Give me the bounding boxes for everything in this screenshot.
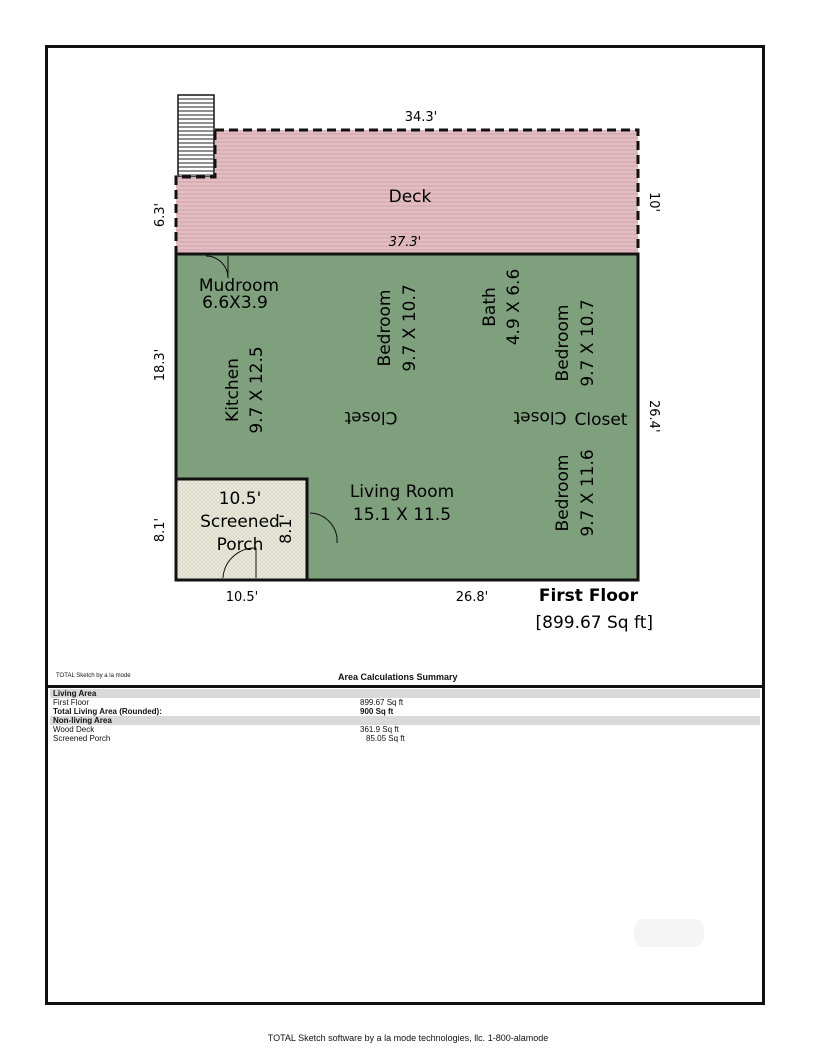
floor-title: First Floor xyxy=(538,586,638,606)
bedroom1-size: 9.7 X 10.7 xyxy=(400,284,420,372)
closet-label-3: Closet xyxy=(574,410,628,430)
nonliving-area-header: Non-living Area xyxy=(50,716,760,725)
watermark xyxy=(634,919,704,947)
porch-name-1: Screened xyxy=(200,512,280,532)
bedroom3-size: 9.7 X 11.6 xyxy=(578,449,598,537)
dim-left-lower: 8.1' xyxy=(153,517,168,543)
deck-stairs xyxy=(178,95,214,177)
floor-plan xyxy=(48,48,762,668)
bedroom2-size: 9.7 X 10.7 xyxy=(578,299,598,387)
dim-deck-top: 34.3' xyxy=(404,110,438,125)
wood-deck-row: Wood Deck 361.9 Sq ft xyxy=(53,725,399,734)
bedroom2-name: Bedroom xyxy=(553,304,573,382)
living-area-header: Living Area xyxy=(50,689,760,698)
kitchen-size: 9.7 X 12.5 xyxy=(247,346,267,434)
dim-right: 26.4' xyxy=(646,400,661,433)
sketch-page xyxy=(45,45,765,1005)
dim-left-upper: 18.3' xyxy=(153,348,168,382)
first-floor-row: First Floor 899.67 Sq ft xyxy=(53,698,404,707)
dim-bottom-right: 26.8' xyxy=(455,590,489,605)
deck-label: Deck xyxy=(388,187,432,207)
living-room-size: 15.1 X 11.5 xyxy=(352,505,452,525)
sketch-brand: TOTAL Sketch by a la mode xyxy=(56,673,131,679)
porch-dim-top: 10.5' xyxy=(218,489,262,509)
bath-name: Bath xyxy=(480,287,500,327)
dim-deck-right: 10' xyxy=(646,192,661,213)
closet-label-1: Closet xyxy=(344,407,398,427)
porch-dim-side: 8.1' xyxy=(276,514,295,544)
bedroom3-name: Bedroom xyxy=(553,454,573,532)
porch-name-2: Porch xyxy=(216,535,264,555)
mudroom-name: Mudroom xyxy=(198,276,280,296)
summary-title: Area Calculations Summary xyxy=(338,672,458,682)
living-room-name: Living Room xyxy=(349,482,455,502)
dim-deck-bottom: 37.3' xyxy=(388,235,422,250)
area-summary-table xyxy=(50,689,760,743)
total-living-row: Total Living Area (Rounded): 900 Sq ft xyxy=(53,707,394,716)
closet-label-2: Closet xyxy=(513,407,567,427)
dim-bottom-left: 10.5' xyxy=(225,590,259,605)
dim-deck-left: 6.3' xyxy=(153,202,168,228)
summary-divider xyxy=(48,685,762,688)
page-footer: TOTAL Sketch software by a la mode technologies, llc. 1-800-alamode xyxy=(267,1033,549,1043)
screened-porch-row: Screened Porch 85.05 Sq ft xyxy=(53,734,405,743)
kitchen-name: Kitchen xyxy=(223,358,243,422)
mudroom-size: 6.6X3.9 xyxy=(202,293,268,313)
bath-size: 4.9 X 6.6 xyxy=(504,268,524,346)
floor-area: [899.67 Sq ft] xyxy=(535,613,653,633)
bedroom1-name: Bedroom xyxy=(375,289,395,367)
